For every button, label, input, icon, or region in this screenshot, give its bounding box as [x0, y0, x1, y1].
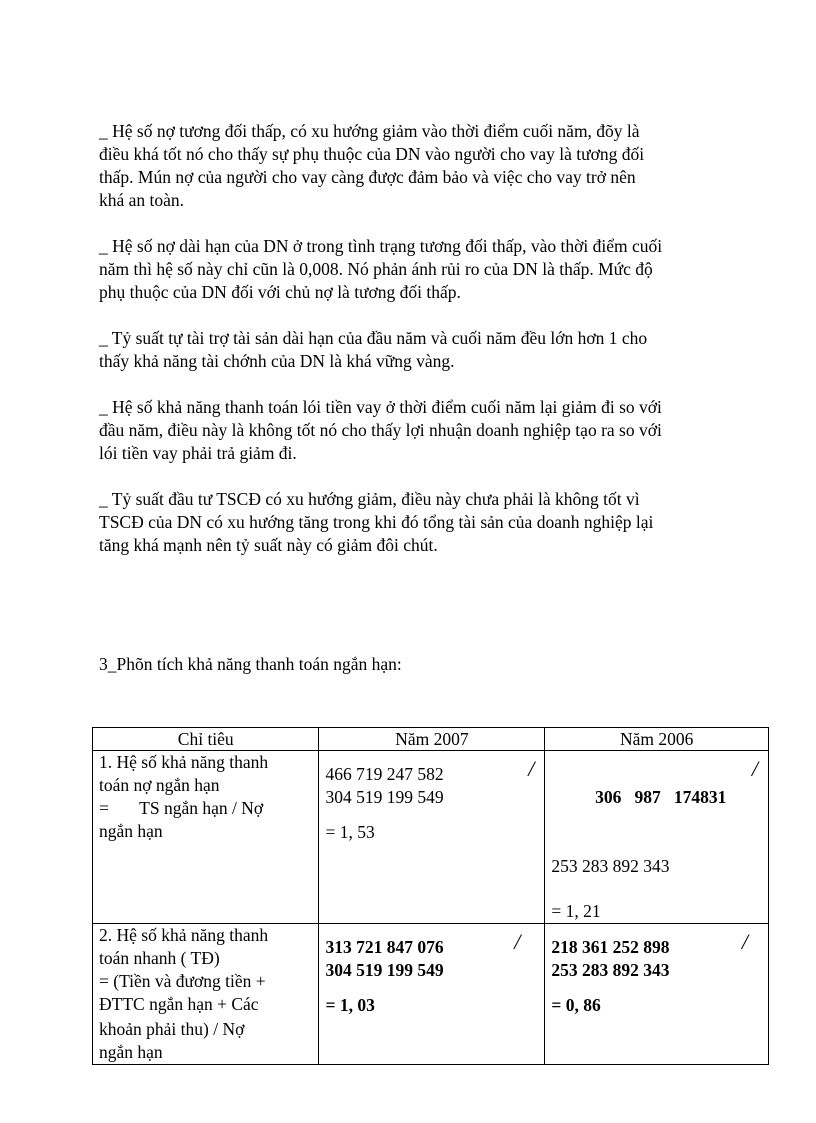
result: = 1, 53 [325, 822, 375, 842]
indicator-cell [93, 924, 319, 1065]
numerator: 466 719 247 582 [325, 764, 444, 784]
table-row [93, 751, 769, 924]
numerator: 306 987 174831 [595, 787, 727, 807]
numerator: 218 361 252 898 [551, 937, 670, 957]
result: = 1, 21 [551, 901, 601, 921]
indicator-line: = TS ngắn hạn / Nợ [99, 798, 264, 818]
text-line: _ Hệ số nợ dài hạn của DN ở trong tình trạng tương đối thấp, vào thời điểm cuối [99, 236, 663, 256]
text-line: điều khá tốt nó cho thấy sự phụ thuộc của DN vào người cho vay là tương đối [99, 144, 645, 164]
text-line: tăng khá mạnh nên tỷ suất này có giảm đôi chút. [99, 535, 438, 555]
result: = 0, 86 [551, 995, 601, 1015]
text-line: thấp. Mún nợ của người cho vay càng được đảm bảo và việc cho vay trở nên [99, 167, 636, 187]
denominator: 304 519 199 549 [325, 787, 444, 807]
indicator-line: 2. Hệ số khả năng thanh [99, 925, 269, 945]
spacer [551, 982, 762, 994]
indicator-line: ĐTTC ngắn hạn + Các [99, 994, 259, 1014]
liquidity-ratio-table [92, 727, 769, 1065]
spacer [325, 809, 538, 821]
indicator-line: 1. Hệ số khả năng thanh [99, 752, 269, 772]
indicator-line: = (Tiền và đương tiền + [99, 971, 266, 991]
numerator-line [551, 756, 762, 855]
text-line: thấy khả năng tài chớnh của DN là khá vững vàng. [99, 351, 455, 371]
denominator: 304 519 199 549 [325, 960, 444, 980]
indicator-line: ngắn hạn [99, 1042, 163, 1062]
indicator-line: toán nhanh ( TĐ) [99, 948, 220, 968]
value-cell-2006 [545, 924, 769, 1065]
text-line: lói tiền vay phải trả giảm đi. [99, 443, 297, 463]
value-cell-2006 [545, 751, 769, 924]
spacer [325, 982, 538, 994]
result: = 1, 03 [325, 995, 375, 1015]
text-line: _ Tỷ suất đầu tư TSCĐ có xu hướng giảm, điều này chưa phải là không tốt vì [99, 489, 640, 509]
denominator: 253 283 892 343 [551, 856, 670, 876]
paragraph-interest-coverage [99, 396, 751, 465]
table-header-row [93, 728, 769, 751]
numerator-line [325, 756, 538, 786]
numerator-line [325, 929, 538, 959]
text-line: đầu năm, điều này là không tốt nó cho thấy lợi nhuận doanh nghiệp tạo ra so với [99, 420, 662, 440]
indicator-line: toán nợ ngắn hạn [99, 775, 220, 795]
text-line: năm thì hệ số này chỉ cũn là 0,008. Nó phản ánh rủi ro của DN là thấp. Mức độ [99, 259, 653, 279]
text-line: _ Hệ số khả năng thanh toán lói tiền vay ở thời điểm cuối năm lại giảm đi so với [99, 397, 662, 417]
division-sign: / [514, 929, 521, 954]
division-sign: / [751, 756, 758, 781]
text-line: khá an toàn. [99, 190, 185, 210]
division-sign: / [741, 929, 748, 954]
paragraph-long-term-debt [99, 235, 751, 304]
text-line: _ Tỷ suất tự tài trợ tài sản dài hạn của đầu năm và cuối năm đều lớn hơn 1 cho [99, 328, 648, 348]
text-line: _ Hệ số nợ tương đối thấp, có xu hướng giảm vào thời điểm cuối năm, đõy là [99, 121, 640, 141]
paragraph-debt-ratio [99, 120, 751, 212]
numerator-line [551, 929, 762, 959]
division-sign: / [528, 756, 535, 781]
indicator-line: ngắn hạn [99, 821, 163, 841]
numerator: 313 721 847 076 [325, 937, 444, 957]
header-indicator: Chỉ tiêu [93, 728, 319, 751]
paragraph-fixed-asset-investment [99, 488, 751, 557]
value-cell-2007 [319, 924, 545, 1065]
table-row [93, 924, 769, 1065]
section-heading: 3_Phõn tích khả năng thanh toán ngắn hạn: [99, 654, 402, 674]
paragraph-self-financing [99, 327, 751, 373]
header-year-2006: Năm 2006 [545, 728, 769, 751]
header-year-2007: Năm 2007 [319, 728, 545, 751]
text-line: TSCĐ của DN có xu hướng tăng trong khi đó tổng tài sản của doanh nghiệp lại [99, 512, 654, 532]
indicator-line: khoản phải thu) / Nợ [99, 1019, 245, 1039]
text-line: phụ thuộc của DN đối với chủ nợ là tương đối thấp. [99, 282, 461, 302]
value-cell-2007 [319, 751, 545, 924]
spacer [551, 878, 762, 890]
denominator: 253 283 892 343 [551, 960, 670, 980]
indicator-cell [93, 751, 319, 924]
